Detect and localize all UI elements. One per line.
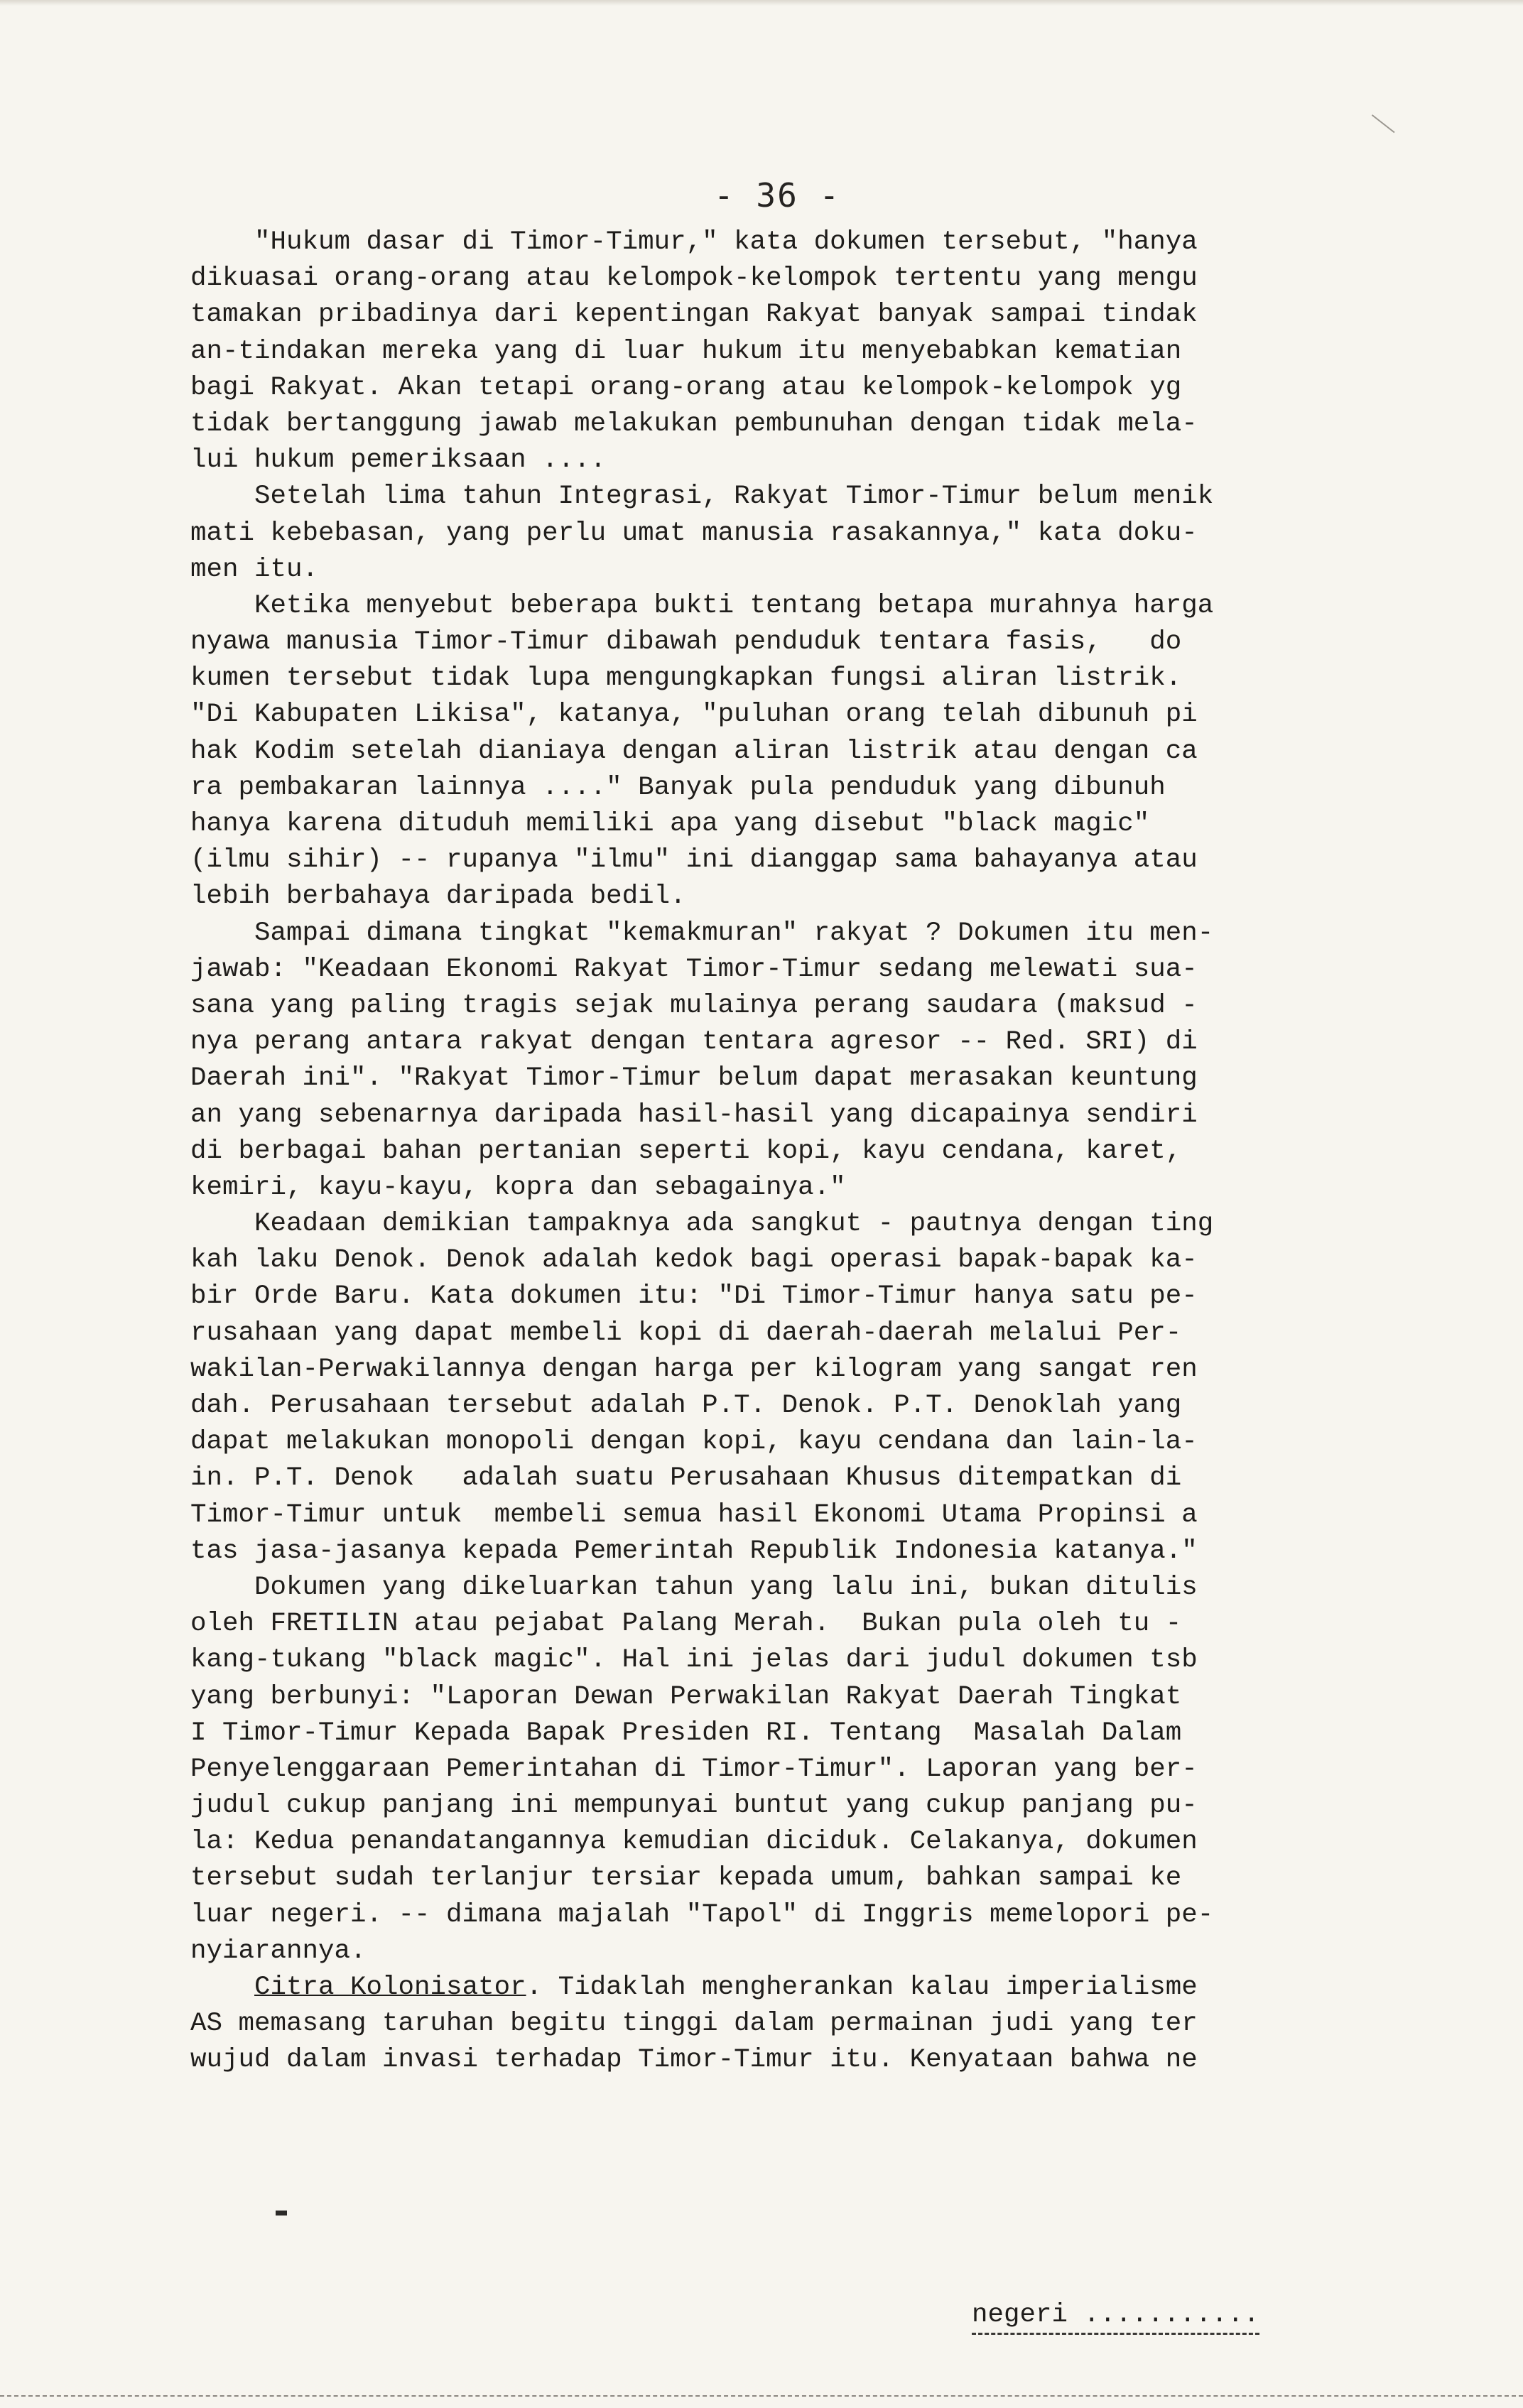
- text-line: in. P.T. Denok adalah suatu Perusahaan Khusus ditempatkan di: [190, 1463, 1182, 1494]
- text-line: bir Orde Baru. Kata dokumen itu: "Di Timor-Timur hanya satu pe-: [190, 1281, 1198, 1312]
- page-number: - 36 -: [714, 176, 841, 215]
- text-line: kah laku Denok. Denok adalah kedok bagi operasi bapak-bapak ka-: [190, 1245, 1198, 1276]
- text-line: men itu.: [190, 554, 319, 585]
- text-line: tersebut sudah terlanjur tersiar kepada umum, bahkan sampai ke: [190, 1863, 1182, 1894]
- text-line: jawab: "Keadaan Ekonomi Rakyat Timor-Timur sedang melewati sua-: [190, 954, 1198, 985]
- text-line: judul cukup panjang ini mempunyai buntut yang cukup panjang pu-: [190, 1791, 1198, 1821]
- text-line: tidak bertanggung jawab melakukan pembunuhan dengan tidak mela-: [190, 408, 1198, 439]
- text-line: an yang sebenarnya daripada hasil-hasil yang dicapainya sendiri: [190, 1100, 1198, 1130]
- text-line: "Di Kabupaten Likisa", katanya, "puluhan orang telah dibunuh pi: [190, 700, 1198, 730]
- text-line: kemiri, kayu-kayu, kopra dan sebagainya.": [190, 1172, 846, 1203]
- text-line: luar negeri. -- dimana majalah "Tapol" di Inggris memelopori pe-: [190, 1899, 1214, 1930]
- text-line: nyawa manusia Timor-Timur dibawah penduduk tentara fasis, do: [190, 627, 1182, 658]
- text-line: dapat melakukan monopoli dengan kopi, kayu cendana dan lain-la-: [190, 1427, 1198, 1458]
- text-line: nya perang antara rakyat dengan tentara agresor -- Red. SRI) di: [190, 1027, 1198, 1058]
- text-line: Daerah ini". "Rakyat Timor-Timur belum dapat merasakan keuntung: [190, 1063, 1198, 1094]
- text-line: la: Kedua penandatangannya kemudian diciduk. Celakanya, dokumen: [190, 1827, 1198, 1857]
- text-line: nyiarannya.: [190, 1936, 367, 1966]
- text-line: di berbagai bahan pertanian seperti kopi, kayu cendana, karet,: [190, 1136, 1182, 1166]
- text-line: wakilan-Perwakilannya dengan harga per kilogram yang sangat ren: [190, 1354, 1198, 1384]
- text-line: (ilmu sihir) -- rupanya "ilmu" ini dianggap sama bahayanya atau: [190, 845, 1198, 876]
- text-line: oleh FRETILIN atau pejabat Palang Merah. Bukan pula oleh tu -: [190, 1609, 1182, 1639]
- text-line: ra pembakaran lainnya ...." Banyak pula penduduk yang dibunuh: [190, 772, 1166, 803]
- stray-ink-mark: [276, 2211, 287, 2216]
- text-line: Keadaan demikian tampaknya ada sangkut - pautnya dengan ting: [190, 1209, 1214, 1240]
- text-line: "Hukum dasar di Timor-Timur," kata dokumen tersebut, "hanya: [190, 227, 1198, 257]
- typewritten-body: [190, 224, 1370, 2079]
- text-line: I Timor-Timur Kepada Bapak Presiden RI. Tentang Masalah Dalam: [190, 1718, 1182, 1748]
- text-line: dikuasai orang-orang atau kelompok-kelompok tertentu yang mengu: [190, 264, 1198, 294]
- bottom-edge-rule: [0, 2395, 1523, 2398]
- text-line: lui hukum pemeriksaan ....: [190, 445, 607, 476]
- text-line: Dokumen yang dikeluarkan tahun yang lalu ini, bukan ditulis: [190, 1572, 1198, 1602]
- text-line: AS memasang taruhan begitu tinggi dalam permainan judi yang ter: [190, 2009, 1198, 2039]
- text-line: wujud dalam invasi terhadap Timor-Timur itu. Kenyataan bahwa ne: [190, 2045, 1198, 2076]
- text-line: lebih berbahaya daripada bedil.: [190, 882, 686, 912]
- text-line: dah. Perusahaan tersebut adalah P.T. Denok. P.T. Denoklah yang: [190, 1391, 1182, 1421]
- section-heading: Citra Kolonisator: [254, 1973, 526, 2002]
- text-line: an-tindakan mereka yang di luar hukum itu menyebabkan kematian: [190, 336, 1182, 367]
- text-line: Citra Kolonisator. Tidaklah mengherankan kalau imperialisme: [254, 1973, 1198, 2002]
- catchword: negeri ...........: [972, 2300, 1259, 2335]
- text-line: Penyelenggaraan Pemerintahan di Timor-Timur". Laporan yang ber-: [190, 1754, 1198, 1784]
- text-line: Timor-Timur untuk membeli semua hasil Ekonomi Utama Propinsi a: [190, 1499, 1198, 1530]
- text-line: tamakan pribadinya dari kepentingan Rakyat banyak sampai tindak: [190, 300, 1198, 330]
- text-line: rusahaan yang dapat membeli kopi di daerah-daerah melalui Per-: [190, 1318, 1182, 1348]
- text-line: kang-tukang "black magic". Hal ini jelas dari judul dokumen tsb: [190, 1645, 1198, 1676]
- text-line: bagi Rakyat. Akan tetapi orang-orang atau kelompok-kelompok yg: [190, 372, 1182, 403]
- text-line: hanya karena dituduh memiliki apa yang disebut "black magic": [190, 809, 1150, 839]
- text-line: sana yang paling tragis sejak mulainya perang saudara (maksud -: [190, 990, 1198, 1021]
- pen-mark: [1358, 114, 1394, 150]
- text-line: hak Kodim setelah dianiaya dengan aliran listrik atau dengan ca: [190, 736, 1198, 766]
- text-line: Setelah lima tahun Integrasi, Rakyat Timor-Timur belum menik: [190, 482, 1214, 512]
- text-line: mati kebebasan, yang perlu umat manusia rasakannya," kata doku-: [190, 518, 1198, 548]
- text-line: yang berbunyi: "Laporan Dewan Perwakilan Rakyat Daerah Tingkat: [190, 1681, 1182, 1712]
- text-line: tas jasa-jasanya kepada Pemerintah Republik Indonesia katanya.": [190, 1536, 1198, 1566]
- text-line: Sampai dimana tingkat "kemakmuran" rakyat ? Dokumen itu men-: [190, 918, 1214, 948]
- text-line: kumen tersebut tidak lupa mengungkapkan fungsi aliran listrik.: [190, 663, 1182, 694]
- page-top-edge: [0, 0, 1523, 6]
- text-line: Ketika menyebut beberapa bukti tentang betapa murahnya harga: [190, 590, 1214, 621]
